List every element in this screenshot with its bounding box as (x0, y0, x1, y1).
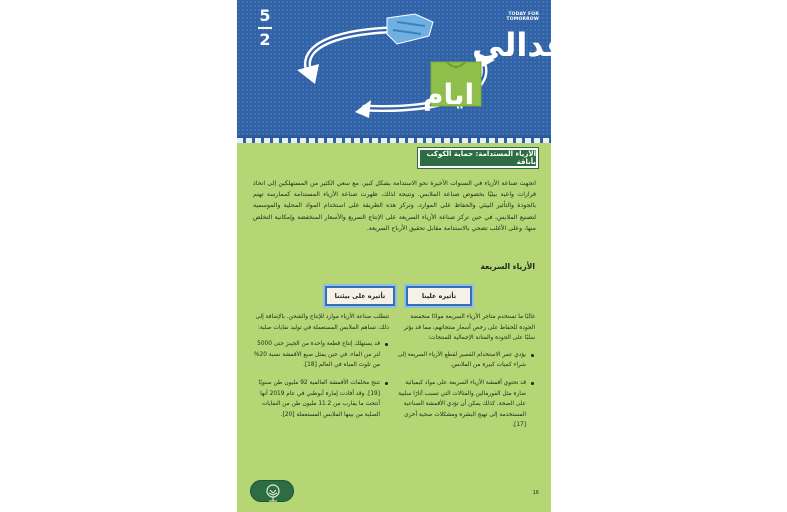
magazine-page (237, 0, 568, 512)
label-impact-on-us: تأثيره علينا (406, 286, 472, 306)
label-impact-on-environment: تأثيره على بيئتنا (325, 286, 395, 306)
brand-line-2: TOMORROW (506, 17, 539, 22)
column-impact-on-environment (249, 312, 389, 427)
brand-line-1: TODAY FOR (508, 12, 539, 17)
list-item: قد تحتوي أقمشة الأزياء السريعة على مواد كيميائية ضارة مثل الفورمالين والفثالات التي تسبب آثارًا سلبية على الصحة. كذلك يمكن أن تؤدي الأقمشة الصناعية المستخدمة إلى تهيج البشرة ومشكلات صحية أخرى [17]. (397, 378, 535, 431)
page-number-divider (258, 27, 272, 29)
column-intro: غالبًا ما تستخدم متاجر الأزياء السريعة موادًا منخفضة الجودة للحفاظ على رخص أسعار منتجاتهم، مما قد يؤثر سلبًا على الجودة والمتانة الإجمالية للمنتجات: (403, 314, 535, 342)
footer-logo (250, 480, 294, 502)
header-title-bottom: ايام (423, 78, 475, 111)
page-header (237, 0, 568, 135)
header-divider (237, 135, 551, 143)
tree-logo-icon (251, 481, 295, 503)
column-impact-on-us (397, 312, 535, 438)
list-item: يؤدي عمر الاستخدام القصير لقطع الأزياء السريعة إلى شراء كميات كبيرة من الملابس. (397, 350, 535, 371)
intro-paragraph: اتجهت صناعة الأزياء في السنوات الأخيرة نحو الاستدامة بشكل كبير، مع سعي الكثير من المستهلكين إلى اتخاذ قرارات واعية بيئيًا بخصوص صناعة الملابس. ونتيجة لذلك، ظهرت صناعة الأزياء المستدامة كممارسة تهتم بالجودة والتأثير البيئي والحفاظ على الموارد، وتركز هذه الطريقة على استخدام المواد المحلية والموسمية لتصنيع الملابس، في حين تركز صناعة الأزياء السريعة على الإنتاج السريع والأسعار المنخفضة وإمكانية التخلص منها، وعلى الأغلب تضحي بالاستدامة مقابل تحقيق الأرباح السريعة. (253, 180, 536, 232)
crumpled-shirt-icon (387, 14, 433, 44)
page-number-digit-2: 2 (259, 30, 271, 49)
bullet-list (397, 350, 535, 431)
page-number-digit-1: 5 (259, 6, 271, 25)
brand-logo (499, 12, 539, 22)
list-item: تنتج مخلفات الأقمشة العالمية 92 مليون طن سنويًا [19]. وقد أفادت إمارة أبوظبي في عام 2019 أنها أنتجت ما يقارب من 11.2 مليون طن من النفايات الصلبة من بينها الملابس المستعملة [20]. (249, 378, 389, 420)
fast-fashion-heading: الأزياء السريعة (480, 262, 535, 271)
list-item: قد يستهلك إنتاج قطعة واحدة من الجينز حتى 5000 لتر من الماء، في حين يمثل صبغ الأقمشة نسبة 20% من تلوث المياه في العالم [18]. (249, 339, 389, 371)
footer-page-number: 16 (532, 490, 539, 496)
bullet-list (249, 339, 389, 420)
section-title: الأزياء المستدامة: حماية الكوكب بأناقة (418, 148, 538, 168)
header-title-top: غدالي (472, 26, 568, 64)
page-number (257, 8, 273, 48)
column-intro: تتطلب صناعة الأزياء موارد للإنتاج والشحن. بالإضافة إلى ذلك، تساهم الملابس المستعملة في توليد نفايات صلبة: (255, 314, 389, 331)
